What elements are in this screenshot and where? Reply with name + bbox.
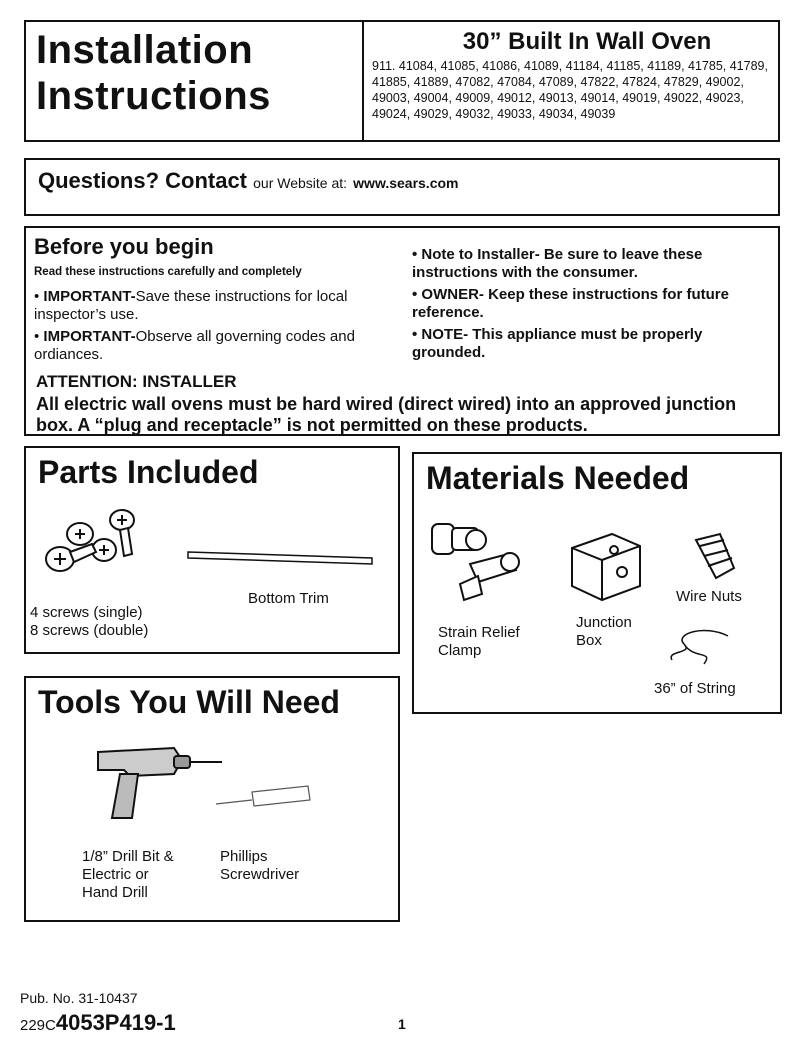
attention-text: All electric wall ovens must be hard wired (direct wired) into an approved junction box. A “plug and receptacle” is not permitted on these products. — [36, 394, 737, 435]
wire-nuts-icon — [690, 528, 740, 584]
junction-box-label-2: Box — [576, 632, 602, 649]
document-number — [20, 1010, 176, 1036]
title-line-1: Installation — [36, 28, 254, 72]
header-title-box — [24, 20, 364, 142]
questions-line — [38, 168, 458, 194]
screwdriver-label-1: Phillips — [220, 848, 268, 865]
clamp-label-2: Clamp — [438, 642, 482, 659]
screws-label-1: 4 screws (single) — [30, 604, 143, 621]
page-number: 1 — [398, 1016, 406, 1032]
bottom-trim-illustration — [186, 548, 376, 568]
questions-text: our Website at: — [253, 175, 348, 191]
title-line-2: Instructions — [36, 74, 271, 118]
document-prefix: 229C — [20, 1017, 56, 1034]
publication-number: Pub. No. 31-10437 — [20, 990, 138, 1006]
model-numbers: 911. 41084, 41085, 41086, 41089, 41184, 41185, 41189, 41785, 41789, 41885, 41889, 47082, 47084, 47089, 47822, 47824, 47829, 49002, 49003, 49004, 49009, 49012, 49013, 49014, 49019, 49022, 49023, 49024, 49029, 49032, 49033, 49034, 49039 — [372, 59, 768, 121]
item-text: Save these instructions for local inspector’s use. — [34, 288, 348, 323]
item-bold: IMPORTANT- — [43, 328, 136, 345]
bottom-trim-label: Bottom Trim — [248, 590, 329, 607]
document-code: 4053P419-1 — [55, 1010, 176, 1035]
junction-box-label-1: Junction — [576, 614, 632, 631]
header-product-box — [362, 20, 780, 142]
materials-title: Materials Needed — [426, 460, 690, 496]
junction-box-icon — [568, 530, 644, 602]
drill-label-1: 1/8” Drill Bit & — [82, 848, 174, 865]
string-label: 36” of String — [654, 680, 736, 697]
list-item: • NOTE- This appliance must be properly grounded. — [412, 326, 703, 361]
item-bold: NOTE- — [421, 326, 469, 343]
website-link[interactable]: www.sears.com — [353, 175, 459, 191]
item-bold: IMPORTANT- — [43, 288, 136, 305]
tools-title: Tools You Will Need — [38, 684, 340, 720]
parts-title: Parts Included — [38, 454, 259, 490]
tools-needed-box — [24, 676, 400, 922]
before-subtitle: Read these instructions carefully and completely — [34, 266, 302, 278]
string-icon — [664, 620, 734, 670]
wire-nuts-label: Wire Nuts — [676, 588, 742, 605]
attention-title: ATTENTION: INSTALLER — [36, 372, 237, 391]
product-title: 30” Built In Wall Oven — [462, 28, 712, 55]
list-item: • IMPORTANT-Save these instructions for local inspector’s use. — [34, 288, 348, 323]
screws-illustration — [40, 504, 140, 584]
item-text: Keep these instructions for future reference. — [412, 286, 729, 321]
list-item: • OWNER- Keep these instructions for future reference. — [412, 286, 729, 321]
parts-included-box — [24, 446, 400, 654]
drill-label-2: Electric or — [82, 866, 149, 883]
list-item: • IMPORTANT-Observe all governing codes and ordiances. — [34, 328, 355, 363]
clamp-label-1: Strain Relief — [438, 624, 520, 641]
drill-label-3: Hand Drill — [82, 884, 148, 901]
questions-box — [24, 158, 780, 216]
item-text: Observe all governing codes and ordiances. — [34, 328, 355, 363]
screwdriver-label-2: Screwdriver — [220, 866, 300, 883]
list-item: • Note to Installer- Be sure to leave these instructions with the consumer. — [412, 246, 703, 281]
item-bold: OWNER- — [421, 286, 484, 303]
drill-icon — [90, 740, 230, 830]
questions-label: Questions? Contact — [38, 168, 248, 193]
item-text: This appliance must be properly grounded. — [412, 326, 703, 361]
screws-label-2: 8 screws (double) — [30, 622, 149, 639]
item-text: Note to Installer- Be sure to leave these instructions with the consumer. — [412, 246, 703, 281]
screwdriver-icon — [212, 782, 312, 812]
before-you-begin-box — [24, 226, 780, 436]
strain-relief-clamp-icon — [430, 514, 530, 610]
materials-needed-box — [412, 452, 782, 714]
before-title: Before you begin — [34, 234, 214, 259]
